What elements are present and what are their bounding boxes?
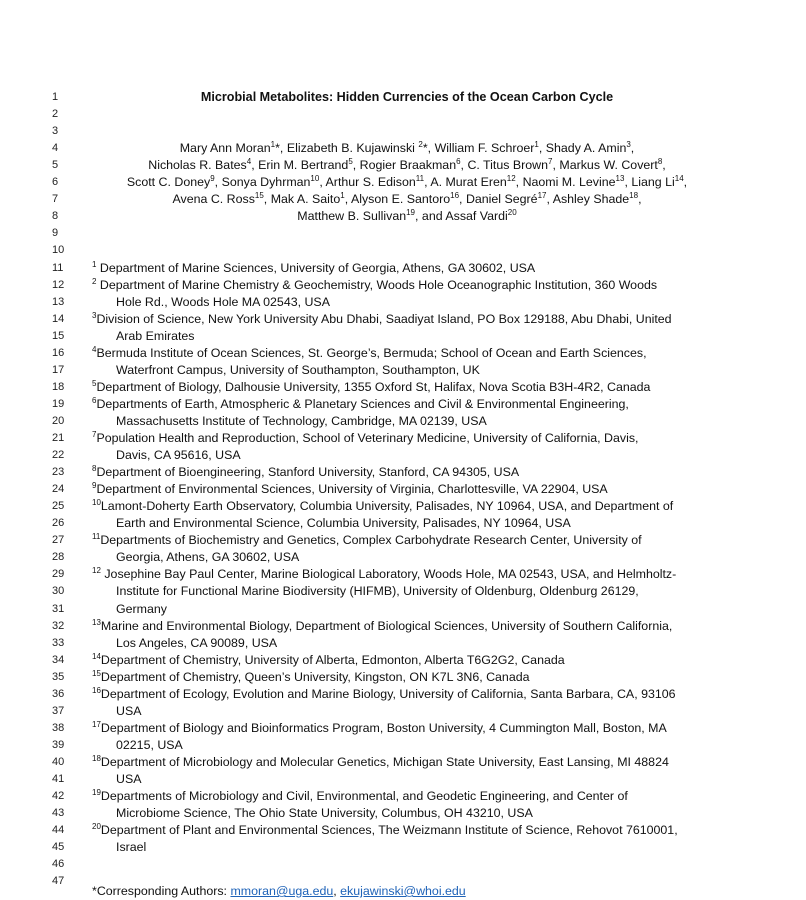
affiliation-number: 5 bbox=[92, 378, 97, 388]
affiliation-text: Bermuda Institute of Ocean Sciences, St. George’s, Bermuda; School of Ocean and Earth Sciences, bbox=[96, 345, 647, 360]
affiliation-superscript: 20 bbox=[507, 208, 517, 218]
affiliation-number: 11 bbox=[92, 532, 101, 542]
author-name: Elizabeth B. Kujawinski $^2$* bbox=[286, 140, 428, 156]
affiliation-text: Josephine Bay Paul Center, Marine Biological Laboratory, Woods Hole, MA 02543, USA, and Helmholtz- bbox=[104, 567, 677, 582]
affiliation-text: Los Angeles, CA 90089, USA bbox=[116, 635, 278, 650]
corresponding-authors bbox=[0, 883, 806, 900]
line-number: 31 bbox=[52, 602, 65, 615]
affiliation-continuation bbox=[0, 515, 806, 532]
affiliation-continuation bbox=[0, 549, 806, 566]
line-number: 26 bbox=[52, 517, 65, 530]
affiliation-text: Department of Microbiology and Molecular Genetics, Michigan State University, East Lansing, MI 48824 bbox=[100, 754, 669, 769]
line-number: 16 bbox=[52, 346, 65, 359]
author-name: Arthur S. Edison$^{11}$ bbox=[325, 174, 425, 190]
affiliation-continuation bbox=[0, 601, 806, 618]
affiliation-text: Department of Biology and Bioinformatics Program, Boston University, 4 Cummington Mall, Boston, MA bbox=[100, 720, 667, 735]
line-number: 37 bbox=[52, 704, 65, 717]
author-name: Sonya Dyhrman$^{10}$ bbox=[221, 174, 320, 190]
author-name: Erin M. Bertrand$^5$ bbox=[258, 157, 353, 173]
affiliation-item bbox=[0, 669, 806, 686]
line-number: 25 bbox=[52, 500, 65, 513]
line-number: 8 bbox=[52, 210, 59, 223]
author-name: Matthew B. Sullivan$^{19}$ bbox=[297, 208, 416, 224]
email-separator: , bbox=[333, 884, 341, 898]
author-name: William F. Schroer$^1$ bbox=[434, 140, 539, 156]
affiliation-item bbox=[0, 754, 806, 771]
author-name: A. Murat Eren$^{12}$ bbox=[430, 174, 516, 190]
affiliation-text: Department of Marine Chemistry & Geochemistry, Woods Hole Oceanographic Institution, 360 Woods bbox=[99, 277, 658, 292]
affiliation-text: Institute for Functional Marine Biodiversity (HIFMB), University of Oldenburg, Oldenburg 26129, bbox=[116, 584, 639, 599]
line-number: 30 bbox=[52, 585, 65, 598]
affiliation-superscript: 7 bbox=[548, 157, 553, 167]
affiliation-text: Lamont-Doherty Earth Observatory, Columbia University, Palisades, NY 10964, USA, and Department of bbox=[100, 499, 674, 514]
affiliation-number: 10 bbox=[92, 498, 101, 508]
author-name: Mary Ann Moran$^1$* bbox=[179, 140, 280, 156]
line-number: 23 bbox=[52, 466, 65, 479]
title-row bbox=[0, 89, 806, 106]
affiliation-text: Departments of Microbiology and Civil, Environmental, and Geodetic Engineering, and Center of bbox=[100, 789, 628, 804]
affiliation-text: Department of Chemistry, Queen’s University, Kingston, ON K7L 3N6, Canada bbox=[100, 669, 530, 684]
affiliation-item bbox=[0, 379, 806, 396]
affiliation-superscript: 9 bbox=[210, 174, 215, 184]
line-number: 32 bbox=[52, 619, 65, 632]
affiliation-superscript: 14 bbox=[674, 174, 684, 184]
affiliation-superscript: 13 bbox=[615, 174, 625, 184]
corresponding-label: *Corresponding Authors: bbox=[92, 884, 231, 898]
line-number: 10 bbox=[52, 244, 65, 257]
paper-title: Microbial Metabolites: Hidden Currencies of the Ocean Carbon Cycle bbox=[200, 90, 614, 104]
affiliation-number: 1 bbox=[92, 259, 97, 269]
affiliation-text: Department of Environmental Sciences, University of Virginia, Charlottesville, VA 22904, USA bbox=[96, 482, 608, 497]
affiliation-text: Departments of Earth, Atmospheric & Planetary Sciences and Civil & Environmental Engineering, bbox=[96, 396, 629, 411]
line-number: 40 bbox=[52, 755, 65, 768]
line-number: 28 bbox=[52, 551, 65, 564]
author-name: Avena C. Ross$^{15}$ bbox=[172, 191, 264, 207]
line-number: 17 bbox=[52, 363, 65, 376]
author-name: Scott C. Doney$^9$ bbox=[126, 174, 215, 190]
affiliation-number: 7 bbox=[92, 430, 97, 439]
line-number: 21 bbox=[52, 432, 65, 444]
author-name: Shady A. Amin$^3$ bbox=[545, 140, 631, 156]
line-number: 24 bbox=[52, 483, 65, 496]
affiliation-item bbox=[0, 566, 806, 583]
line-number: 14 bbox=[52, 312, 65, 325]
author-name: and Assaf Vardi$^{20}$ bbox=[421, 208, 517, 224]
author-row: Matthew B. Sullivan$^{19}$, and Assaf Vardi$^{20}$ bbox=[297, 208, 517, 224]
affiliation-continuation bbox=[0, 328, 806, 345]
affiliation-superscript: 12 bbox=[506, 174, 516, 184]
affiliation-continuation bbox=[0, 294, 806, 311]
line-number: 15 bbox=[52, 329, 65, 342]
affiliation-text: Israel bbox=[116, 840, 147, 855]
affiliation-superscript: 5 bbox=[348, 157, 353, 167]
corresponding-asterisk: * bbox=[275, 141, 280, 156]
author-row: Nicholas R. Bates$^4$, Erin M. Bertrand$^5$, Rogier Braakman$^6$, C. Titus Brown$^7$, Markus W. Covert$^8$, bbox=[148, 157, 666, 173]
author-name: Naomi M. Levine$^{13}$ bbox=[522, 174, 625, 190]
line-number: 39 bbox=[52, 738, 65, 751]
affiliation-number: 13 bbox=[92, 617, 101, 627]
line-number: 9 bbox=[52, 227, 59, 240]
affiliation-text: Population Health and Reproduction, School of Veterinary Medicine, University of California, Davis, bbox=[96, 431, 639, 445]
affiliation-number: 17 bbox=[92, 719, 101, 729]
line-number: 13 bbox=[52, 295, 65, 308]
affiliation-number: 8 bbox=[92, 464, 97, 474]
affiliation-text: Department of Marine Sciences, University of Georgia, Athens, GA 30602, USA bbox=[99, 260, 536, 275]
author-name: Ashley Shade$^{18}$ bbox=[552, 191, 639, 207]
line-number: 7 bbox=[52, 193, 59, 206]
author-row: Scott C. Doney$^9$, Sonya Dyhrman$^{10}$, Arthur S. Edison$^{11}$, A. Murat Eren$^{12}$, Naomi M. Levine$^{13}$, Liang Li$^{14}$, bbox=[126, 174, 688, 190]
affiliation-text: Departments of Biochemistry and Genetics, Complex Carbohydrate Research Center, University of bbox=[100, 533, 642, 548]
line-number: 11 bbox=[52, 261, 64, 274]
affiliation-superscript: 1 bbox=[340, 191, 345, 201]
affiliation-number: 6 bbox=[92, 395, 97, 405]
affiliation-item bbox=[0, 822, 806, 839]
affiliation-item bbox=[0, 277, 806, 294]
affiliation-superscript: 16 bbox=[450, 191, 460, 201]
author-name: Rogier Braakman$^6$ bbox=[359, 157, 461, 173]
affiliation-text: Department of Bioengineering, Stanford University, Stanford, CA 94305, USA bbox=[96, 465, 520, 480]
author-row: Mary Ann Moran$^1$*, Elizabeth B. Kujawinski $^2$*, William F. Schroer$^1$, Shady A. Amin$^3$, bbox=[179, 140, 635, 156]
affiliation-number: 15 bbox=[92, 668, 101, 678]
affiliation-item bbox=[0, 686, 806, 703]
affiliation-superscript: 10 bbox=[310, 174, 320, 184]
line-number: 27 bbox=[52, 534, 65, 547]
line-number: 45 bbox=[52, 841, 65, 854]
affiliation-number: 4 bbox=[92, 344, 97, 354]
affiliation-superscript: 3 bbox=[626, 140, 631, 150]
author-name: Markus W. Covert$^8$ bbox=[559, 157, 663, 173]
line-number: 18 bbox=[52, 380, 65, 393]
affiliation-continuation bbox=[0, 413, 806, 430]
affiliation-text: Massachusetts Institute of Technology, Cambridge, MA 02139, USA bbox=[116, 413, 487, 428]
affiliation-superscript: 11 bbox=[415, 174, 425, 184]
author-name: Daniel Segré$^{17}$ bbox=[465, 191, 547, 207]
affiliation-number: 18 bbox=[92, 753, 101, 763]
line-number: 2 bbox=[52, 108, 59, 121]
affiliation-text: Arab Emirates bbox=[116, 328, 195, 343]
affiliation-number: 19 bbox=[92, 788, 101, 798]
author-name: Alyson E. Santoro$^{16}$ bbox=[350, 191, 460, 207]
email-link-moran[interactable]: mmoran@uga.edu bbox=[230, 884, 334, 898]
affiliation-superscript: 1 bbox=[534, 140, 539, 150]
affiliation-continuation bbox=[0, 583, 806, 600]
line-number: 20 bbox=[52, 414, 65, 427]
author-name: Liang Li$^{14}$ bbox=[631, 174, 684, 190]
affiliation-continuation bbox=[0, 737, 806, 754]
affiliation-text: Waterfront Campus, University of Southampton, Southampton, UK bbox=[116, 362, 480, 377]
affiliation-continuation bbox=[0, 805, 806, 822]
affiliation-continuation bbox=[0, 362, 806, 379]
affiliation-item bbox=[0, 532, 806, 549]
affiliation-superscript: 2 bbox=[418, 140, 423, 150]
affiliation-superscript: 15 bbox=[254, 191, 264, 201]
affiliation-item bbox=[0, 652, 806, 669]
line-number: 3 bbox=[52, 125, 59, 138]
affiliation-superscript: 8 bbox=[657, 157, 663, 167]
affiliation-continuation bbox=[0, 771, 806, 788]
affiliation-superscript: 19 bbox=[406, 208, 416, 218]
affiliation-number: 12 bbox=[92, 566, 101, 576]
line-number: 36 bbox=[52, 687, 65, 700]
affiliation-text: Germany bbox=[116, 601, 167, 616]
affiliation-text: Department of Biology, Dalhousie University, 1355 Oxford St, Halifax, Nova Scotia B3H-4R2, Canada bbox=[96, 379, 651, 394]
affiliation-item bbox=[0, 260, 806, 277]
line-number: 41 bbox=[52, 773, 65, 785]
line-number: 6 bbox=[52, 176, 59, 189]
affiliation-text: 02215, USA bbox=[116, 737, 183, 752]
affiliation-number: 16 bbox=[92, 685, 101, 695]
line-number: 5 bbox=[52, 159, 59, 172]
line-number: 1 bbox=[52, 91, 59, 103]
affiliation-item bbox=[0, 464, 806, 481]
line-number: 4 bbox=[52, 142, 59, 155]
affiliation-item bbox=[0, 720, 806, 737]
affiliation-continuation bbox=[0, 703, 806, 720]
affiliation-text: Davis, CA 95616, USA bbox=[116, 448, 241, 463]
affiliation-text: Department of Ecology, Evolution and Marine Biology, University of California, Santa Barbara, CA, 93106 bbox=[100, 686, 676, 701]
affiliation-text: USA bbox=[116, 703, 142, 718]
line-number: 46 bbox=[52, 858, 65, 871]
affiliation-text: Division of Science, New York University Abu Dhabi, Saadiyat Island, PO Box 129188, Abu Dhabi, United bbox=[96, 311, 672, 326]
author-name: Mak A. Saito$^1$ bbox=[270, 191, 345, 207]
affiliation-continuation bbox=[0, 447, 806, 464]
affiliation-item bbox=[0, 498, 806, 515]
affiliation-item bbox=[0, 430, 806, 447]
affiliation-continuation bbox=[0, 635, 806, 652]
affiliation-item bbox=[0, 311, 806, 328]
line-number: 38 bbox=[52, 721, 65, 734]
author-name: C. Titus Brown$^7$ bbox=[467, 157, 553, 173]
affiliation-item bbox=[0, 345, 806, 362]
affiliation-number: 2 bbox=[92, 276, 97, 286]
affiliation-item bbox=[0, 396, 806, 413]
affiliation-text: Hole Rd., Woods Hole MA 02543, USA bbox=[116, 294, 330, 309]
line-number: 47 bbox=[52, 875, 65, 888]
affiliation-number: 9 bbox=[92, 481, 97, 491]
affiliation-continuation bbox=[0, 839, 806, 856]
line-number: 34 bbox=[52, 653, 65, 666]
affiliation-superscript: 6 bbox=[456, 157, 461, 167]
corresponding-asterisk: * bbox=[422, 141, 428, 156]
affiliation-superscript: 18 bbox=[629, 191, 639, 201]
line-number: 43 bbox=[52, 807, 65, 820]
affiliation-item bbox=[0, 618, 806, 635]
line-number: 29 bbox=[52, 568, 65, 581]
line-number: 42 bbox=[52, 790, 65, 803]
affiliation-number: 3 bbox=[92, 310, 97, 320]
affiliation-text: Earth and Environmental Science, Columbia University, Palisades, NY 10964, USA bbox=[116, 516, 571, 531]
email-link-kujawinski[interactable]: ekujawinski@whoi.edu bbox=[340, 884, 466, 898]
affiliation-text: Microbiome Science, The Ohio State University, Columbus, OH 43210, USA bbox=[116, 806, 533, 821]
affiliation-text: Georgia, Athens, GA 30602, USA bbox=[116, 550, 300, 565]
line-number: 19 bbox=[52, 397, 65, 410]
author-row: Avena C. Ross$^{15}$, Mak A. Saito$^1$, Alyson E. Santoro$^{16}$, Daniel Segré$^{17}$, Ashley Shade$^{18}$, bbox=[172, 191, 642, 207]
affiliation-text: Marine and Environmental Biology, Department of Biological Sciences, University of Southern California, bbox=[100, 618, 673, 633]
affiliation-item bbox=[0, 788, 806, 805]
affiliation-superscript: 4 bbox=[246, 157, 252, 167]
line-number: 44 bbox=[52, 824, 65, 837]
affiliation-text: USA bbox=[116, 772, 142, 786]
line-number: 12 bbox=[52, 278, 65, 291]
line-number: 35 bbox=[52, 670, 65, 683]
affiliation-superscript: 17 bbox=[537, 191, 547, 201]
affiliation-text: Department of Plant and Environmental Sciences, The Weizmann Institute of Science, Rehovot 7610001, bbox=[100, 823, 678, 838]
affiliation-text: Department of Chemistry, University of Alberta, Edmonton, Alberta T6G2G2, Canada bbox=[100, 652, 565, 667]
affiliation-item bbox=[0, 481, 806, 498]
author-name: Nicholas R. Bates$^4$ bbox=[148, 157, 252, 173]
affiliation-superscript: 1 bbox=[270, 140, 276, 150]
line-number: 33 bbox=[52, 636, 65, 649]
line-number: 22 bbox=[52, 449, 65, 462]
affiliation-number: 20 bbox=[92, 822, 101, 832]
affiliation-number: 14 bbox=[92, 651, 101, 661]
